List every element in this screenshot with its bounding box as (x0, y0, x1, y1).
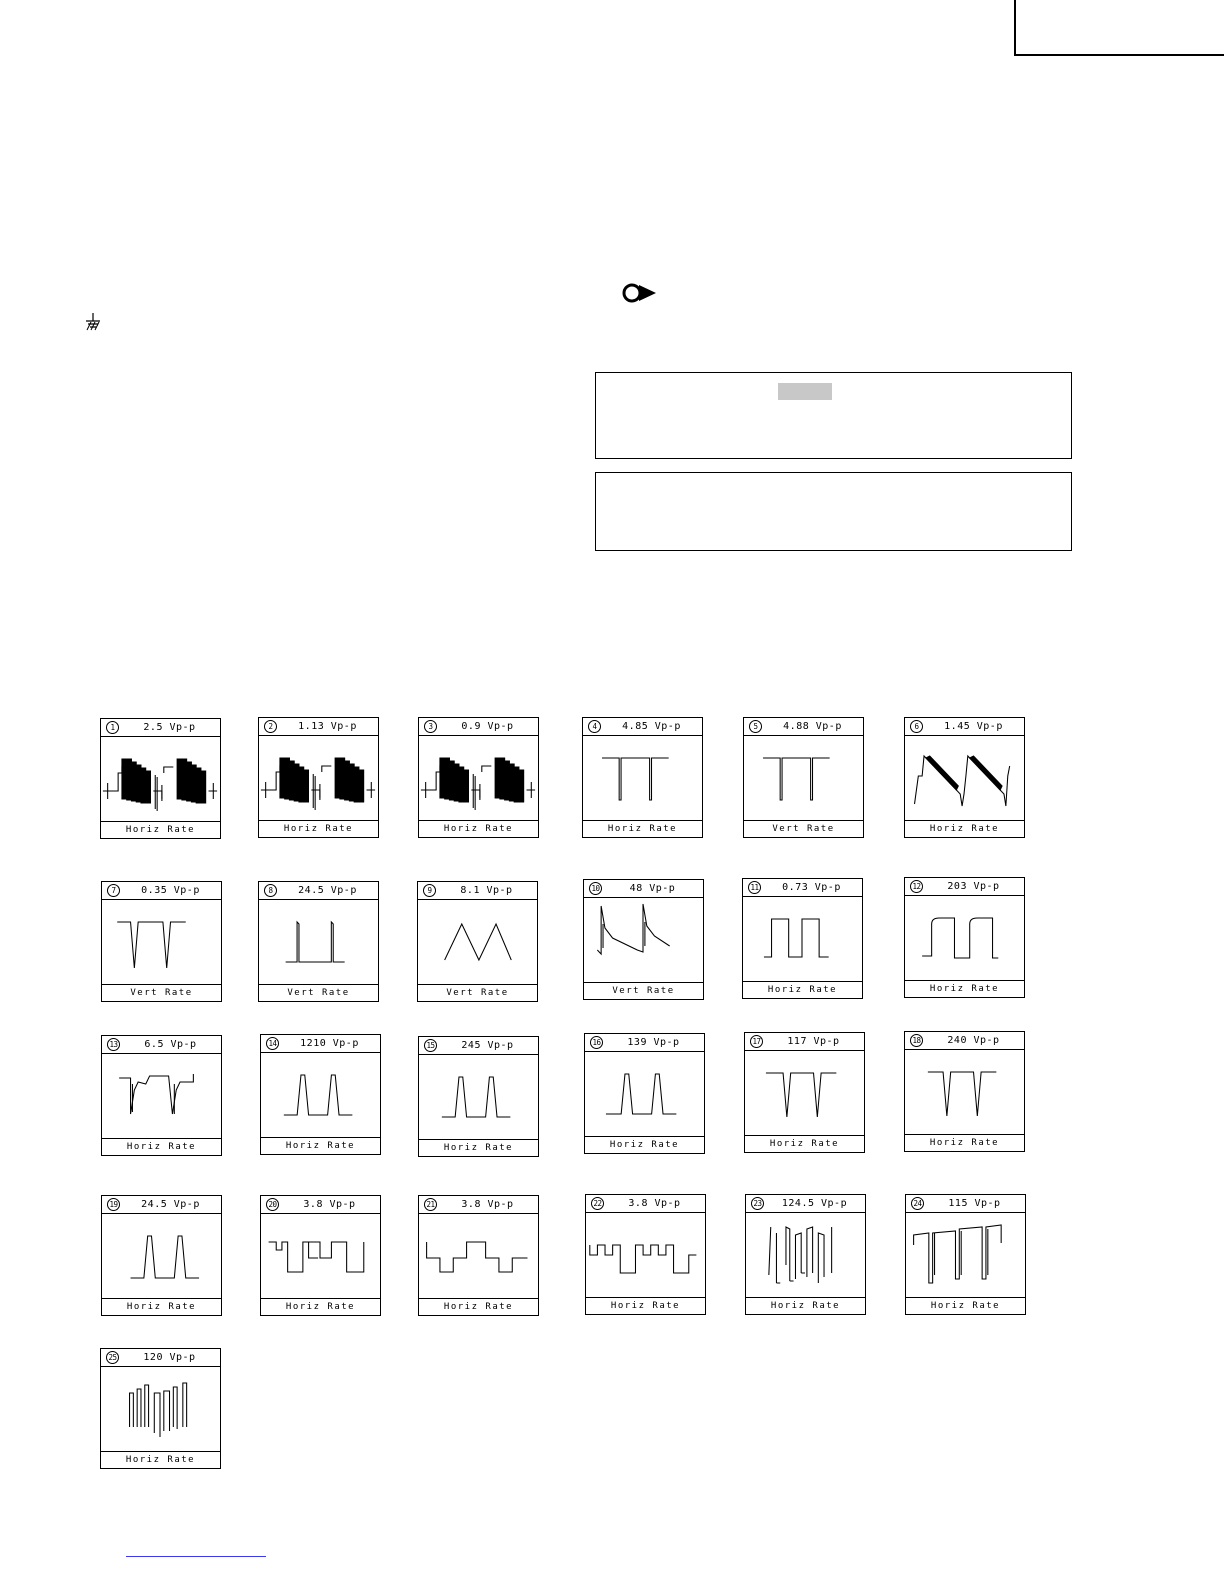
waveform-number: 9 (423, 884, 436, 897)
waveform-footer (419, 820, 538, 837)
waveform-header (101, 1349, 220, 1367)
waveform-trace (101, 1367, 219, 1451)
waveform-amplitude: 139 Vp-p (627, 1037, 680, 1048)
waveform-number: 8 (264, 884, 277, 897)
waveform-panel (418, 717, 539, 838)
waveform-footer (419, 1139, 538, 1156)
waveform-rate: Horiz Rate (609, 1140, 680, 1150)
waveform-footer (744, 820, 863, 837)
waveform-footer (261, 1298, 380, 1315)
waveform-amplitude: 24.5 Vp-p (141, 1199, 200, 1210)
waveform-footer (102, 984, 221, 1001)
waveform-number: 7 (107, 884, 120, 897)
note-box-secondary (595, 472, 1072, 551)
waveform-footer (905, 980, 1024, 997)
waveform-rate: Horiz Rate (125, 825, 196, 835)
waveform-panel (743, 717, 864, 838)
waveform-panel (101, 1195, 222, 1316)
note-box (595, 372, 1072, 459)
waveform-amplitude: 245 Vp-p (461, 1040, 514, 1051)
footer-link-line[interactable] (126, 1556, 266, 1557)
waveform-amplitude: 8.1 Vp-p (460, 885, 513, 896)
waveform-amplitude: 4.85 Vp-p (622, 721, 681, 732)
waveform-footer (743, 981, 862, 998)
waveform-header (906, 1195, 1025, 1213)
waveform-footer (261, 1137, 380, 1154)
waveform-number: 20 (266, 1198, 279, 1211)
waveform-amplitude: 4.88 Vp-p (783, 721, 842, 732)
waveform-amplitude: 203 Vp-p (947, 881, 1000, 892)
waveform-footer (905, 1134, 1024, 1151)
waveform-trace (102, 1054, 220, 1138)
waveform-rate: Vert Rate (772, 824, 835, 834)
waveform-footer (101, 821, 220, 838)
waveform-header (745, 1033, 864, 1051)
waveform-rate: Horiz Rate (443, 1143, 514, 1153)
waveform-header (419, 1037, 538, 1055)
waveform-rate: Vert Rate (287, 988, 350, 998)
waveform-panel (585, 1194, 706, 1315)
waveform-rate: Horiz Rate (767, 985, 838, 995)
waveform-panel (258, 717, 379, 838)
waveform-panel (742, 878, 863, 999)
waveform-header (746, 1195, 865, 1213)
waveform-panel (583, 879, 704, 1000)
waveform-panel (101, 1035, 222, 1156)
highlight-label (778, 383, 832, 400)
waveform-trace (745, 1051, 863, 1135)
waveform-trace (259, 900, 377, 984)
waveform-panel (904, 877, 1025, 998)
waveform-panel (745, 1194, 866, 1315)
waveform-footer (586, 1297, 705, 1314)
waveform-amplitude: 124.5 Vp-p (781, 1198, 848, 1209)
waveform-trace (585, 1052, 703, 1136)
waveform-amplitude: 1.45 Vp-p (944, 721, 1003, 732)
waveform-rate: Horiz Rate (929, 1138, 1000, 1148)
waveform-panel (101, 881, 222, 1002)
waveform-rate: Vert Rate (612, 986, 675, 996)
waveform-number: 23 (751, 1197, 764, 1210)
waveform-panel (904, 717, 1025, 838)
waveform-footer (906, 1297, 1025, 1314)
waveform-trace (586, 1213, 704, 1297)
waveform-number: 15 (424, 1039, 437, 1052)
waveform-number: 6 (910, 720, 923, 733)
waveform-panel (260, 1034, 381, 1155)
waveform-amplitude: 1.13 Vp-p (298, 721, 357, 732)
waveform-panel (100, 1348, 221, 1469)
waveform-number: 11 (748, 881, 761, 894)
waveform-header (102, 882, 221, 900)
waveform-amplitude: 240 Vp-p (947, 1035, 1000, 1046)
ground-symbol-icon (84, 312, 102, 332)
waveform-trace (905, 896, 1023, 980)
waveform-number: 18 (910, 1034, 923, 1047)
waveform-header (102, 1196, 221, 1214)
waveform-number: 12 (910, 880, 923, 893)
waveform-amplitude: 117 Vp-p (787, 1036, 840, 1047)
waveform-rate: Horiz Rate (443, 824, 514, 834)
waveform-trace (743, 897, 861, 981)
waveform-header (418, 882, 537, 900)
waveform-header (261, 1035, 380, 1053)
waveform-amplitude: 0.35 Vp-p (141, 885, 200, 896)
waveform-amplitude: 3.8 Vp-p (461, 1199, 514, 1210)
waveform-header (743, 879, 862, 897)
waveform-number: 4 (588, 720, 601, 733)
waveform-header (419, 718, 538, 736)
waveform-number: 17 (750, 1035, 763, 1048)
waveform-trace (419, 1055, 537, 1139)
waveform-footer (419, 1298, 538, 1315)
waveform-trace (906, 1213, 1024, 1297)
waveform-trace (102, 1214, 220, 1298)
waveform-rate: Horiz Rate (125, 1455, 196, 1465)
waveform-header (905, 718, 1024, 736)
waveform-number: 10 (589, 882, 602, 895)
waveform-header (583, 718, 702, 736)
waveform-header (419, 1196, 538, 1214)
waveform-rate: Horiz Rate (126, 1302, 197, 1312)
waveform-header (584, 880, 703, 898)
waveform-trace (261, 1053, 379, 1137)
waveform-number: 24 (911, 1197, 924, 1210)
waveform-trace (583, 736, 701, 820)
waveform-panel (582, 717, 703, 838)
waveform-footer (418, 984, 537, 1001)
waveform-trace (419, 736, 537, 820)
waveform-footer (101, 1451, 220, 1468)
waveform-panel (904, 1031, 1025, 1152)
test-point-icon (622, 282, 658, 304)
waveform-panel (417, 881, 538, 1002)
waveform-amplitude: 0.73 Vp-p (782, 882, 841, 893)
waveform-rate: Horiz Rate (285, 1302, 356, 1312)
waveform-number: 14 (266, 1037, 279, 1050)
waveform-trace (905, 736, 1023, 820)
waveform-number: 1 (106, 721, 119, 734)
waveform-trace (584, 898, 702, 982)
waveform-amplitude: 2.5 Vp-p (143, 722, 196, 733)
waveform-number: 5 (749, 720, 762, 733)
waveform-header (261, 1196, 380, 1214)
waveform-trace (905, 1050, 1023, 1134)
waveform-trace (746, 1213, 864, 1297)
waveform-rate: Horiz Rate (770, 1301, 841, 1311)
waveform-header (259, 718, 378, 736)
waveform-rate: Horiz Rate (126, 1142, 197, 1152)
waveform-footer (102, 1138, 221, 1155)
waveform-panel (258, 881, 379, 1002)
waveform-amplitude: 48 Vp-p (629, 883, 676, 894)
waveform-amplitude: 115 Vp-p (948, 1198, 1001, 1209)
waveform-panel (260, 1195, 381, 1316)
waveform-amplitude: 3.8 Vp-p (628, 1198, 681, 1209)
waveform-amplitude: 120 Vp-p (143, 1352, 196, 1363)
waveform-panel (584, 1033, 705, 1154)
waveform-trace (259, 736, 377, 820)
waveform-rate: Horiz Rate (929, 824, 1000, 834)
waveform-rate: Horiz Rate (443, 1302, 514, 1312)
waveform-header (585, 1034, 704, 1052)
waveform-header (905, 1032, 1024, 1050)
waveform-footer (585, 1136, 704, 1153)
waveform-rate: Vert Rate (446, 988, 509, 998)
waveform-trace (744, 736, 862, 820)
waveform-rate: Horiz Rate (283, 824, 354, 834)
waveform-rate: Horiz Rate (607, 824, 678, 834)
waveform-number: 22 (591, 1197, 604, 1210)
waveform-panel (418, 1195, 539, 1316)
waveform-number: 2 (264, 720, 277, 733)
waveform-header (259, 882, 378, 900)
waveform-trace (418, 900, 536, 984)
waveform-trace (419, 1214, 537, 1298)
waveform-panel (905, 1194, 1026, 1315)
waveform-header (905, 878, 1024, 896)
waveform-rate: Horiz Rate (930, 1301, 1001, 1311)
waveform-footer (905, 820, 1024, 837)
waveform-number: 25 (106, 1351, 119, 1364)
waveform-header (744, 718, 863, 736)
waveform-amplitude: 3.8 Vp-p (303, 1199, 356, 1210)
waveform-panel (744, 1032, 865, 1153)
page-corner-box (1014, 0, 1224, 56)
waveform-panel (100, 718, 221, 839)
waveform-number: 21 (424, 1198, 437, 1211)
waveform-rate: Vert Rate (130, 988, 193, 998)
waveform-number: 19 (107, 1198, 120, 1211)
waveform-footer (102, 1298, 221, 1315)
waveform-footer (745, 1135, 864, 1152)
waveform-number: 3 (424, 720, 437, 733)
waveform-panel (418, 1036, 539, 1157)
waveform-footer (584, 982, 703, 999)
waveform-rate: Horiz Rate (610, 1301, 681, 1311)
waveform-footer (583, 820, 702, 837)
waveform-header (101, 719, 220, 737)
waveform-trace (261, 1214, 379, 1298)
waveform-amplitude: 6.5 Vp-p (144, 1039, 197, 1050)
waveform-rate: Horiz Rate (929, 984, 1000, 994)
waveform-trace (101, 737, 219, 821)
waveform-amplitude: 0.9 Vp-p (461, 721, 514, 732)
waveform-number: 16 (590, 1036, 603, 1049)
waveform-number: 13 (107, 1038, 120, 1051)
waveform-header (586, 1195, 705, 1213)
waveform-rate: Horiz Rate (285, 1141, 356, 1151)
waveform-header (102, 1036, 221, 1054)
waveform-amplitude: 24.5 Vp-p (298, 885, 357, 896)
waveform-footer (746, 1297, 865, 1314)
waveform-footer (259, 984, 378, 1001)
waveform-amplitude: 1210 Vp-p (300, 1038, 359, 1049)
waveform-trace (102, 900, 220, 984)
waveform-footer (259, 820, 378, 837)
waveform-rate: Horiz Rate (769, 1139, 840, 1149)
